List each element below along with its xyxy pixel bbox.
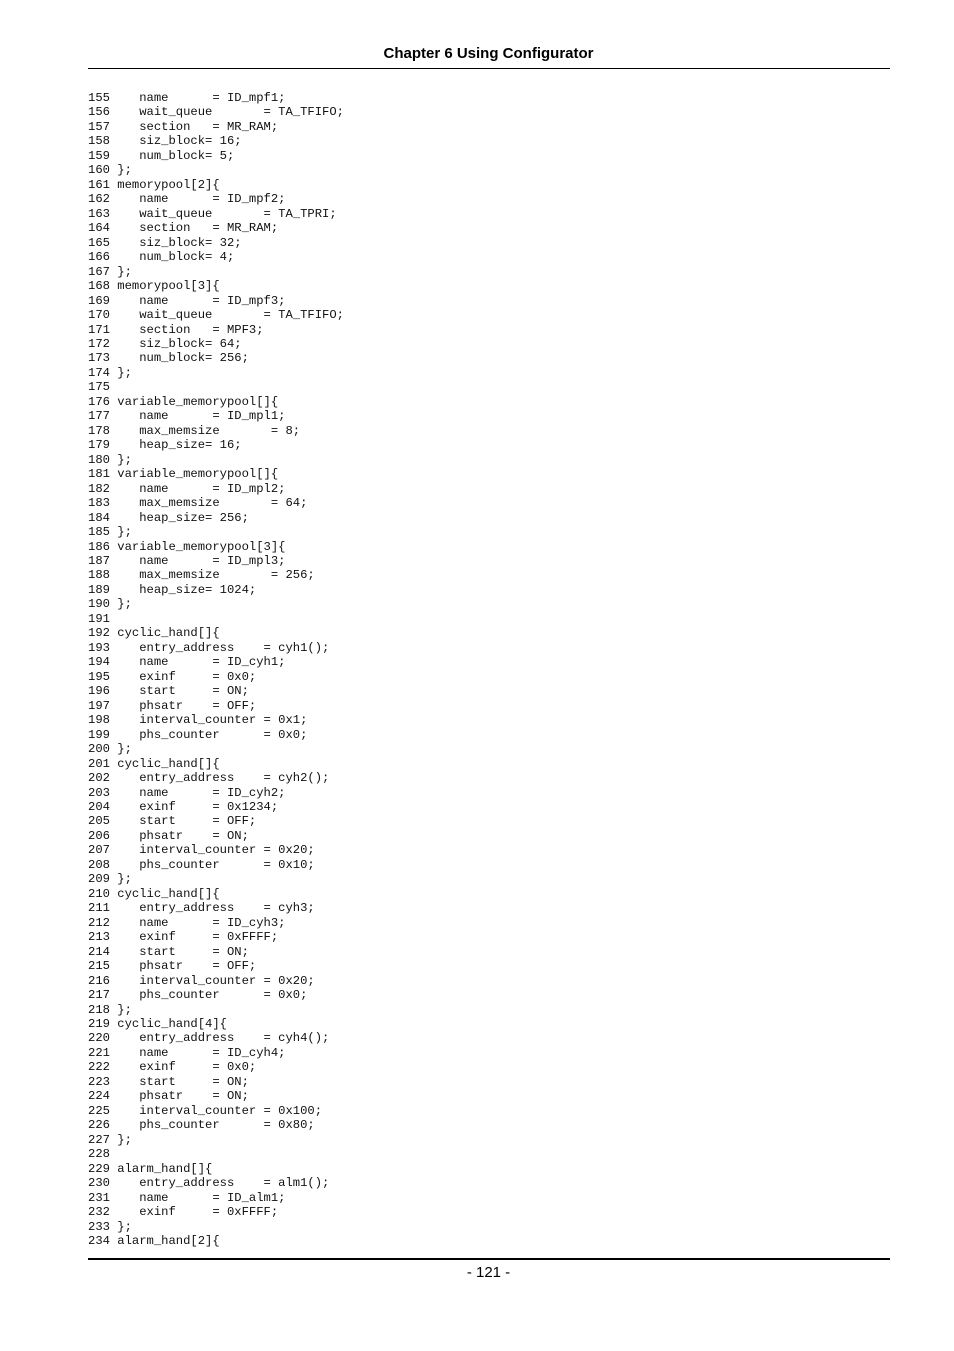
code-line: 193 entry_address = cyh1(); [88,640,330,655]
code-line: 168 memorypool[3]{ [88,279,220,294]
code-line: 231 name = ID_alm1; [88,1190,286,1205]
code-line: 197 phsatr = OFF; [88,698,257,713]
code-listing [88,91,878,1249]
code-line: 206 phsatr = ON; [88,828,249,843]
code-line: 189 heap_size= 1024; [88,582,257,597]
code-line: 211 entry_address = cyh3; [88,901,315,916]
code-line: 194 name = ID_cyh1; [88,655,286,670]
code-line: 156 wait_queue = TA_TFIFO; [88,105,344,120]
code-line: 190 }; [88,597,132,612]
code-line: 192 cyclic_hand[]{ [88,626,220,641]
code-line: 234 alarm_hand[2]{ [88,1234,220,1249]
code-line: 226 phs_counter = 0x80; [88,1118,315,1133]
code-line: 222 exinf = 0x0; [88,1060,257,1075]
code-line: 201 cyclic_hand[]{ [88,756,220,771]
code-line: 204 exinf = 0x1234; [88,799,279,814]
code-line: 176 variable_memorypool[]{ [88,394,279,409]
code-line: 170 wait_queue = TA_TFIFO; [88,308,344,323]
code-line: 171 section = MPF3; [88,322,264,337]
code-line: 214 start = ON; [88,944,249,959]
code-line: 205 start = OFF; [88,814,257,829]
code-line: 159 num_block= 5; [88,148,235,163]
code-line: 191 [88,611,110,626]
code-line: 178 max_memsize = 8; [88,423,301,438]
code-line: 212 name = ID_cyh3; [88,915,286,930]
code-line: 165 siz_block= 32; [88,235,242,250]
code-line: 187 name = ID_mpl3; [88,554,286,568]
code-line: 232 exinf = 0xFFFF; [88,1205,279,1220]
code-line: 218 }; [88,1002,132,1017]
code-line: 180 }; [88,452,132,467]
code-line: 162 name = ID_mpf2; [88,192,286,207]
code-line: 227 }; [88,1132,132,1147]
code-line: 208 phs_counter = 0x10; [88,857,315,872]
code-line: 169 name = ID_mpf3; [88,293,286,308]
code-line: 223 start = ON; [88,1074,249,1089]
code-line: 219 cyclic_hand[4]{ [88,1017,227,1031]
code-line: 182 name = ID_mpl2; [88,481,286,496]
code-line: 181 variable_memorypool[]{ [88,467,279,482]
header-rule [88,68,890,69]
page-number: - 121 - [466,1264,511,1281]
code-line: 228 [88,1147,110,1162]
code-line: 173 num_block= 256; [88,351,249,366]
code-line: 155 name = ID_mpf1; [88,91,286,105]
code-line: 163 wait_queue = TA_TPRI; [88,206,337,221]
code-line: 200 }; [88,742,132,757]
code-line: 203 name = ID_cyh2; [88,785,286,800]
code-line: 209 }; [88,872,132,887]
code-line: 166 num_block= 4; [88,250,235,265]
code-line: 233 }; [88,1219,132,1234]
code-line: 172 siz_block= 64; [88,336,242,351]
code-line: 198 interval_counter = 0x1; [88,713,308,728]
code-line: 164 section = MR_RAM; [88,221,279,236]
code-line: 224 phsatr = ON; [88,1089,249,1104]
code-line: 157 section = MR_RAM; [88,119,279,134]
code-line: 213 exinf = 0xFFFF; [88,930,279,945]
code-line: 225 interval_counter = 0x100; [88,1103,323,1118]
code-line: 207 interval_counter = 0x20; [88,843,315,858]
code-line: 160 }; [88,163,132,178]
code-line: 186 variable_memorypool[3]{ [88,539,286,554]
code-line: 158 siz_block= 16; [88,134,242,149]
code-line: 202 entry_address = cyh2(); [88,771,330,786]
code-line: 174 }; [88,365,132,380]
code-line: 185 }; [88,525,132,540]
code-line: 188 max_memsize = 256; [88,568,315,583]
footer-rule [88,1258,890,1260]
page-header-title: Chapter 6 Using Configurator [383,45,594,62]
code-line: 167 }; [88,264,132,279]
code-line: 177 name = ID_mpl1; [88,409,286,424]
code-line: 230 entry_address = alm1(); [88,1176,330,1191]
code-line: 217 phs_counter = 0x0; [88,988,308,1003]
code-line: 184 heap_size= 256; [88,510,249,525]
code-line: 195 exinf = 0x0; [88,669,257,684]
code-line: 229 alarm_hand[]{ [88,1161,213,1176]
code-line: 183 max_memsize = 64; [88,496,308,511]
code-line: 179 heap_size= 16; [88,438,242,453]
code-line: 220 entry_address = cyh4(); [88,1031,330,1046]
code-line: 210 cyclic_hand[]{ [88,886,220,901]
code-line: 215 phsatr = OFF; [88,959,257,974]
code-line: 161 memorypool[2]{ [88,177,220,192]
code-line: 216 interval_counter = 0x20; [88,973,315,988]
code-line: 175 [88,380,110,395]
code-line: 221 name = ID_cyh4; [88,1045,286,1060]
code-line: 199 phs_counter = 0x0; [88,727,308,742]
code-line: 196 start = ON; [88,684,249,699]
